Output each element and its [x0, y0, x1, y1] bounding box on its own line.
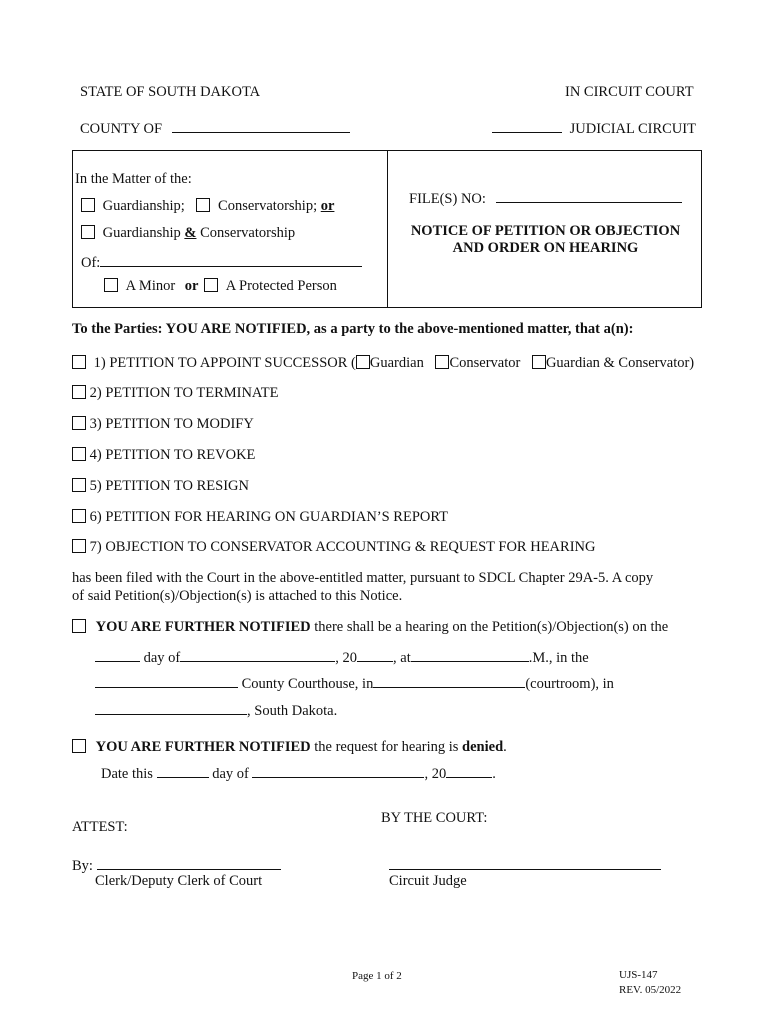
of-label: Of: [81, 255, 101, 271]
south-dakota-label: , South Dakota. [247, 703, 338, 719]
circuit-number-field[interactable] [492, 118, 562, 133]
petition-item-3 [72, 416, 254, 433]
parties-notice: To the Parties: YOU ARE NOTIFIED, as a party to the above-mentioned matter, that a(n): [72, 321, 634, 337]
petition-1-checkbox[interactable] [72, 355, 86, 369]
conservatorship-checkbox[interactable] [196, 198, 210, 212]
petition-7-checkbox[interactable] [72, 539, 86, 553]
clerk-signature-row [72, 855, 281, 875]
county-label: COUNTY OF [80, 121, 163, 137]
date-this-label: Date this [101, 766, 153, 782]
case-type-row-1 [81, 198, 334, 215]
successor-conservator-label: Conservator [449, 355, 521, 371]
minor-checkbox[interactable] [104, 278, 118, 292]
denied-notice-row [72, 739, 507, 756]
petition-item-4 [72, 447, 255, 464]
file-no-row [409, 188, 682, 208]
denied-comma20-label: , 20 [424, 766, 447, 782]
conservatorship2-label: Conservatorship [200, 225, 296, 241]
successor-both-label: Guardian & Conservator) [545, 355, 695, 371]
guardianship2-label: Guardianship [102, 225, 181, 241]
judge-signature-field[interactable] [389, 855, 661, 870]
at-label: , at [393, 650, 411, 666]
form-title-line-2: AND ORDER ON HEARING [452, 240, 639, 256]
case-caption-box [72, 150, 702, 308]
hearing-location-row [95, 673, 614, 693]
circuit-label: JUDICIAL CIRCUIT [569, 121, 696, 137]
denied-period: . [503, 739, 507, 755]
petition-item-2 [72, 385, 279, 402]
petition-3-checkbox[interactable] [72, 416, 86, 430]
court-label: IN CIRCUIT COURT [565, 84, 694, 100]
circuit-row [492, 118, 696, 138]
page-number: Page 1 of 2 [352, 970, 402, 982]
denied-date-row [101, 763, 496, 783]
denied-notice-text: the request for hearing is [310, 739, 463, 755]
courtroom-label: (courtroom), in [525, 676, 614, 692]
denied-notice-bold: YOU ARE FURTHER NOTIFIED [95, 739, 311, 755]
hearing-time-field[interactable] [411, 647, 529, 662]
petition-6-label: 6) PETITION FOR HEARING ON GUARDIAN’S REPORT [89, 509, 449, 525]
petition-item-5 [72, 478, 249, 495]
form-number: UJS-147 [619, 969, 658, 981]
ampersand-label: & [184, 225, 197, 241]
guardianship-label: Guardianship; [102, 198, 185, 214]
petition-1-label: 1) PETITION TO APPOINT SUCCESSOR ( [93, 355, 356, 371]
hearing-set-checkbox[interactable] [72, 619, 86, 633]
hearing-notice-text: there shall be a hearing on the Petition(s)/Objection(s) on the [310, 619, 669, 635]
denied-word: denied [462, 739, 504, 755]
denied-month-field[interactable] [252, 763, 424, 778]
successor-guardian-checkbox[interactable] [356, 355, 370, 369]
or-label: or [320, 198, 335, 214]
petition-2-label: 2) PETITION TO TERMINATE [89, 385, 279, 401]
respondent-name-field[interactable] [100, 252, 362, 267]
county-row [80, 118, 350, 138]
or2-label: or [184, 278, 199, 294]
petition-4-checkbox[interactable] [72, 447, 86, 461]
filed-text-line-2: of said Petition(s)/Objection(s) is attached to this Notice. [72, 588, 403, 604]
hearing-city-field[interactable] [95, 700, 247, 715]
by-label: By: [72, 858, 93, 874]
petition-5-label: 5) PETITION TO RESIGN [89, 478, 249, 494]
hearing-denied-checkbox[interactable] [72, 739, 86, 753]
denied-day-of-label: day of [212, 766, 249, 782]
successor-conservator-checkbox[interactable] [435, 355, 449, 369]
case-type-row-2 [81, 225, 295, 242]
petition-item-6 [72, 509, 448, 526]
courtroom-field[interactable] [373, 673, 525, 688]
petition-5-checkbox[interactable] [72, 478, 86, 492]
petition-item-7 [72, 539, 595, 556]
judge-caption: Circuit Judge [389, 873, 467, 889]
hearing-city-row [95, 700, 337, 720]
petition-item-1 [72, 355, 694, 372]
filed-text-line-1: has been filed with the Court in the above-entitled matter, pursuant to SDCL Chapter 29A-5. A copy [72, 570, 654, 586]
petition-2-checkbox[interactable] [72, 385, 86, 399]
protected-person-label: A Protected Person [225, 278, 337, 294]
attest-label: ATTEST: [72, 819, 128, 835]
courthouse-label: County Courthouse, in [241, 676, 374, 692]
protected-person-checkbox[interactable] [204, 278, 218, 292]
denied-end-label: . [492, 766, 496, 782]
successor-both-checkbox[interactable] [532, 355, 546, 369]
hearing-month-field[interactable] [180, 647, 335, 662]
state-label: STATE OF SOUTH DAKOTA [80, 84, 261, 100]
m-in-the-label: .M., in the [528, 650, 589, 666]
file-no-field[interactable] [496, 188, 682, 203]
petition-4-label: 4) PETITION TO REVOKE [89, 447, 256, 463]
guardianship-conservatorship-checkbox[interactable] [81, 225, 95, 239]
hearing-year-field[interactable] [357, 647, 393, 662]
file-no-label: FILE(S) NO: [409, 191, 486, 207]
day-of-label: day of [143, 650, 181, 666]
matter-label: In the Matter of the: [75, 171, 192, 187]
denied-day-field[interactable] [157, 763, 209, 778]
conservatorship-label: Conservatorship; [218, 198, 318, 214]
hearing-notice-row [72, 619, 668, 636]
county-field[interactable] [172, 118, 350, 133]
denied-year-field[interactable] [446, 763, 492, 778]
minor-label: A Minor [125, 278, 176, 294]
petition-3-label: 3) PETITION TO MODIFY [89, 416, 254, 432]
hearing-notice-bold: YOU ARE FURTHER NOTIFIED [95, 619, 311, 635]
person-type-row [104, 278, 337, 295]
successor-guardian-label: Guardian [369, 355, 424, 371]
clerk-caption: Clerk/Deputy Clerk of Court [95, 873, 263, 889]
clerk-signature-field[interactable] [97, 855, 281, 870]
petition-6-checkbox[interactable] [72, 509, 86, 523]
form-title-line-1: NOTICE OF PETITION OR OBJECTION [410, 223, 681, 239]
hearing-day-field[interactable] [95, 647, 140, 662]
revision-date: REV. 05/2022 [619, 984, 682, 996]
judge-signature-row [389, 855, 661, 875]
hearing-date-row [95, 647, 589, 667]
by-the-court-label: BY THE COURT: [381, 810, 488, 826]
year-label: , 20 [335, 650, 358, 666]
county-courthouse-field[interactable] [95, 673, 238, 688]
of-row [81, 252, 362, 272]
petition-7-label: 7) OBJECTION TO CONSERVATOR ACCOUNTING & REQUEST FOR HEARING [89, 539, 596, 555]
guardianship-checkbox[interactable] [81, 198, 95, 212]
